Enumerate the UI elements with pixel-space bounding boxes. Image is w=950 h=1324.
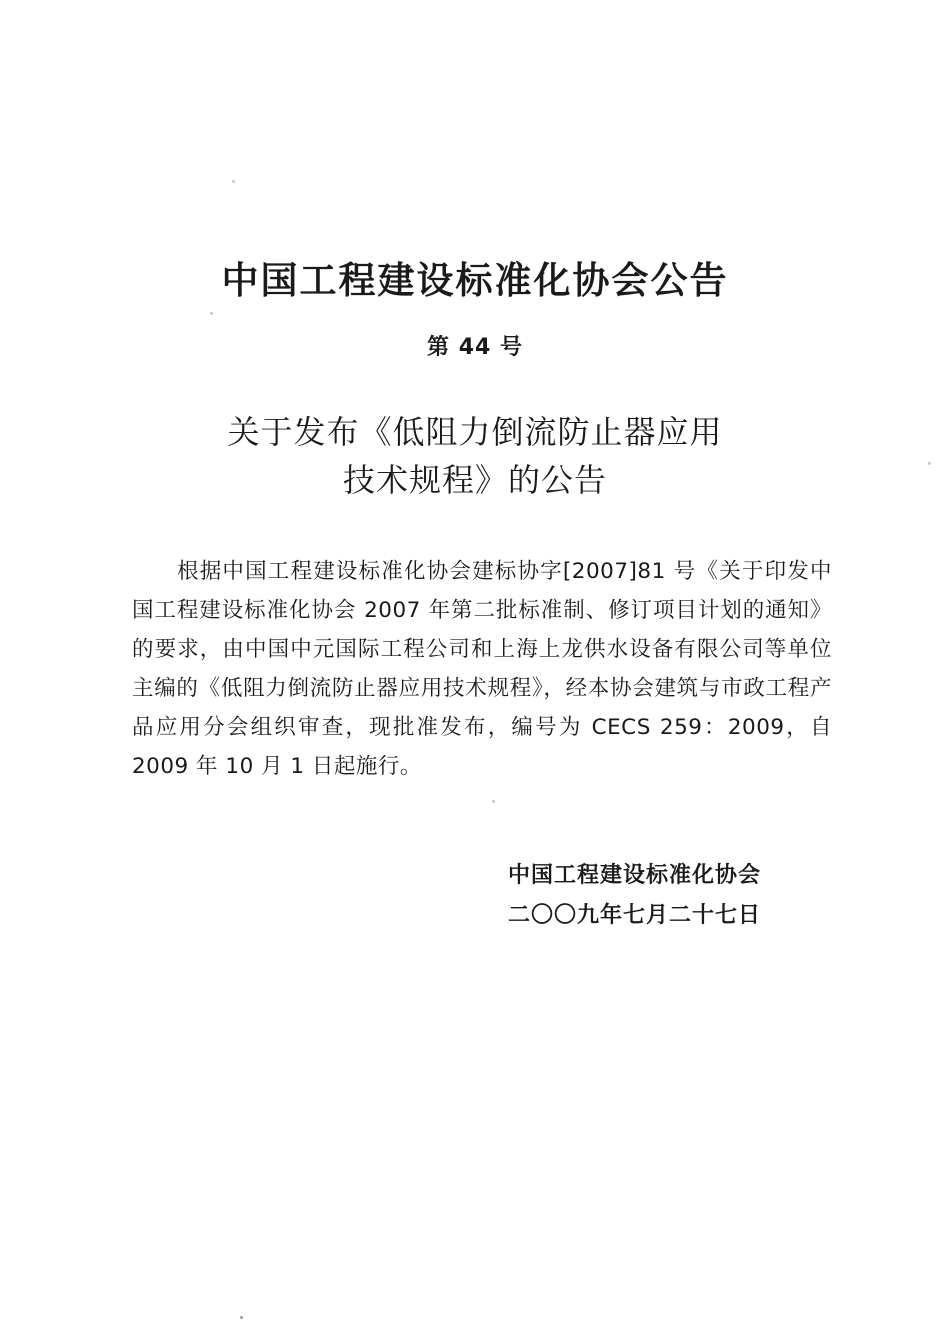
scan-speck <box>240 1316 243 1319</box>
body-paragraph: 根据中国工程建设标准化协会建标协字[2007]81 号《关于印发中国工程建设标准化协会 2007 年第二批标准制、修订项目计划的通知》的要求，由中国中元国际工程公司和上海上龙供水设备有限公司等单位主编的《低阻力倒流防止器应用技术规程》，经本协会建筑与市政工程产品应用分会组织审查，现批准发布，编号为 CECS 259：2009，自 2009 年 10 月 1 日起施行。 <box>132 559 832 779</box>
subject-line-1: 关于发布《低阻力倒流防止器应用 <box>227 413 723 451</box>
signature-org: 中国工程建设标准化协会 <box>508 863 762 888</box>
signature-block <box>508 856 761 936</box>
scan-speck <box>492 800 495 803</box>
notice-body <box>132 552 832 786</box>
subject-line-2: 技术规程》的公告 <box>342 461 607 499</box>
notice-number: 第 44 号 <box>427 335 523 360</box>
scan-speck <box>210 312 213 315</box>
signature-date: 二〇〇九年七月二十七日 <box>508 903 762 928</box>
org-title: 中国工程建设标准化协会公告 <box>221 259 729 302</box>
scan-speck <box>232 180 235 183</box>
notice-subject <box>0 408 950 504</box>
